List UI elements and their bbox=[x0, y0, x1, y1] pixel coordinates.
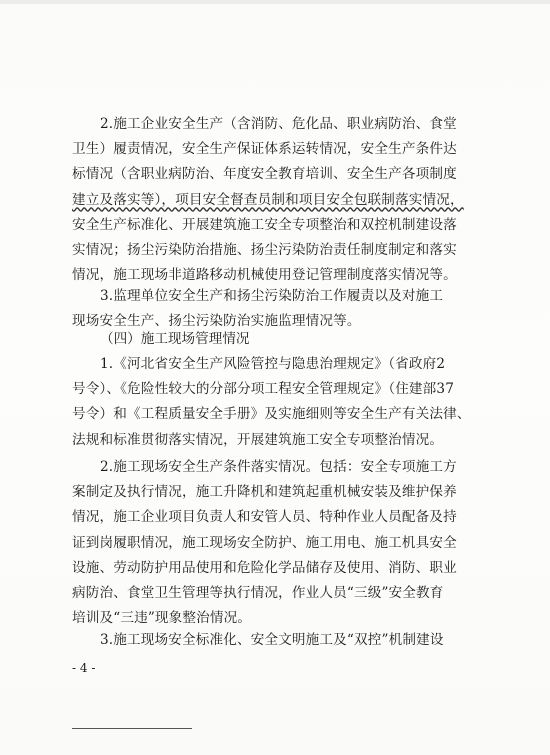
text-line: 情况，施工企业项目负责人和安管人员、特种作业人员配备及持 bbox=[72, 509, 457, 526]
text-line: 3.施工现场安全标准化、安全文明施工及“双控”机制建设 bbox=[100, 632, 444, 648]
page-number: - 4 - bbox=[72, 661, 96, 675]
text-line: 卫生）履责情况，安全生产保证体系运转情况，安全生产条件达 bbox=[72, 141, 457, 158]
text-line: 安全生产标准化、开展建筑施工安全专项整治和双控机制建设落 bbox=[72, 216, 457, 233]
text-line-underlined: 建立及落实等），项目安全督查员制和项目安全包联制落实情况， bbox=[72, 191, 464, 208]
text-line: 法规和标准贯彻落实情况，开展建筑施工安全专项整治情况。 bbox=[72, 431, 444, 448]
scan-edge bbox=[0, 0, 550, 4]
paragraph-site-conditions bbox=[72, 455, 472, 631]
text-line: 1.《河北省安全生产风险管控与隐患治理规定》（省政府2 bbox=[100, 356, 446, 372]
text-line: 病防治、食堂卫生管理等执行情况，作业人员“三级”安全教育 bbox=[72, 585, 444, 602]
text-line: 情况，施工现场非道路移动机械使用登记管理制度落实情况等。 bbox=[72, 267, 457, 284]
text-line: 号令）和《工程质量安全手册》及实施细则等安全生产有关法律、 bbox=[72, 406, 471, 423]
text-line: 证到岗履职情况，施工现场安全防护、施工用电、施工机具安全 bbox=[72, 534, 457, 551]
text-line: 号令）、《危险性较大的分部分项工程安全管理规定》（住建部37 bbox=[72, 381, 455, 398]
text-line: 培训及“三违”现象整治情况。 bbox=[72, 610, 252, 627]
section-heading: （四）施工现场管理情况 bbox=[100, 331, 250, 347]
paragraph-supervision bbox=[72, 284, 472, 334]
text-line: 案制定及执行情况，施工升降机和建筑起重机械安装及维护保养 bbox=[72, 484, 457, 501]
text-line: 现场安全生产、扬尘污染防治实施监理情况等。 bbox=[72, 313, 361, 330]
text-line: 标情况（含职业病防治、年度安全教育培训、安全生产各项制度 bbox=[72, 166, 457, 183]
text-line: 2.施工现场安全生产条件落实情况。包括：安全专项施工方 bbox=[100, 459, 457, 475]
text-line: 2.施工企业安全生产（含消防、危化品、职业病防治、食堂 bbox=[100, 116, 457, 132]
footnote-rule bbox=[72, 728, 192, 729]
paragraph-enterprise-safety bbox=[72, 112, 472, 288]
text-line: 3.监理单位安全生产和扬尘污染防治工作履责以及对施工 bbox=[100, 288, 444, 304]
text-line: 实情况；扬尘污染防治措施、扬尘污染防治责任制度制定和落实 bbox=[72, 242, 457, 259]
paragraph-standardization bbox=[72, 628, 472, 653]
text-line: 设施、劳动防护用品使用和危险化学品储存及使用、消防、职业 bbox=[72, 559, 457, 576]
paragraph-regulations bbox=[72, 352, 472, 453]
